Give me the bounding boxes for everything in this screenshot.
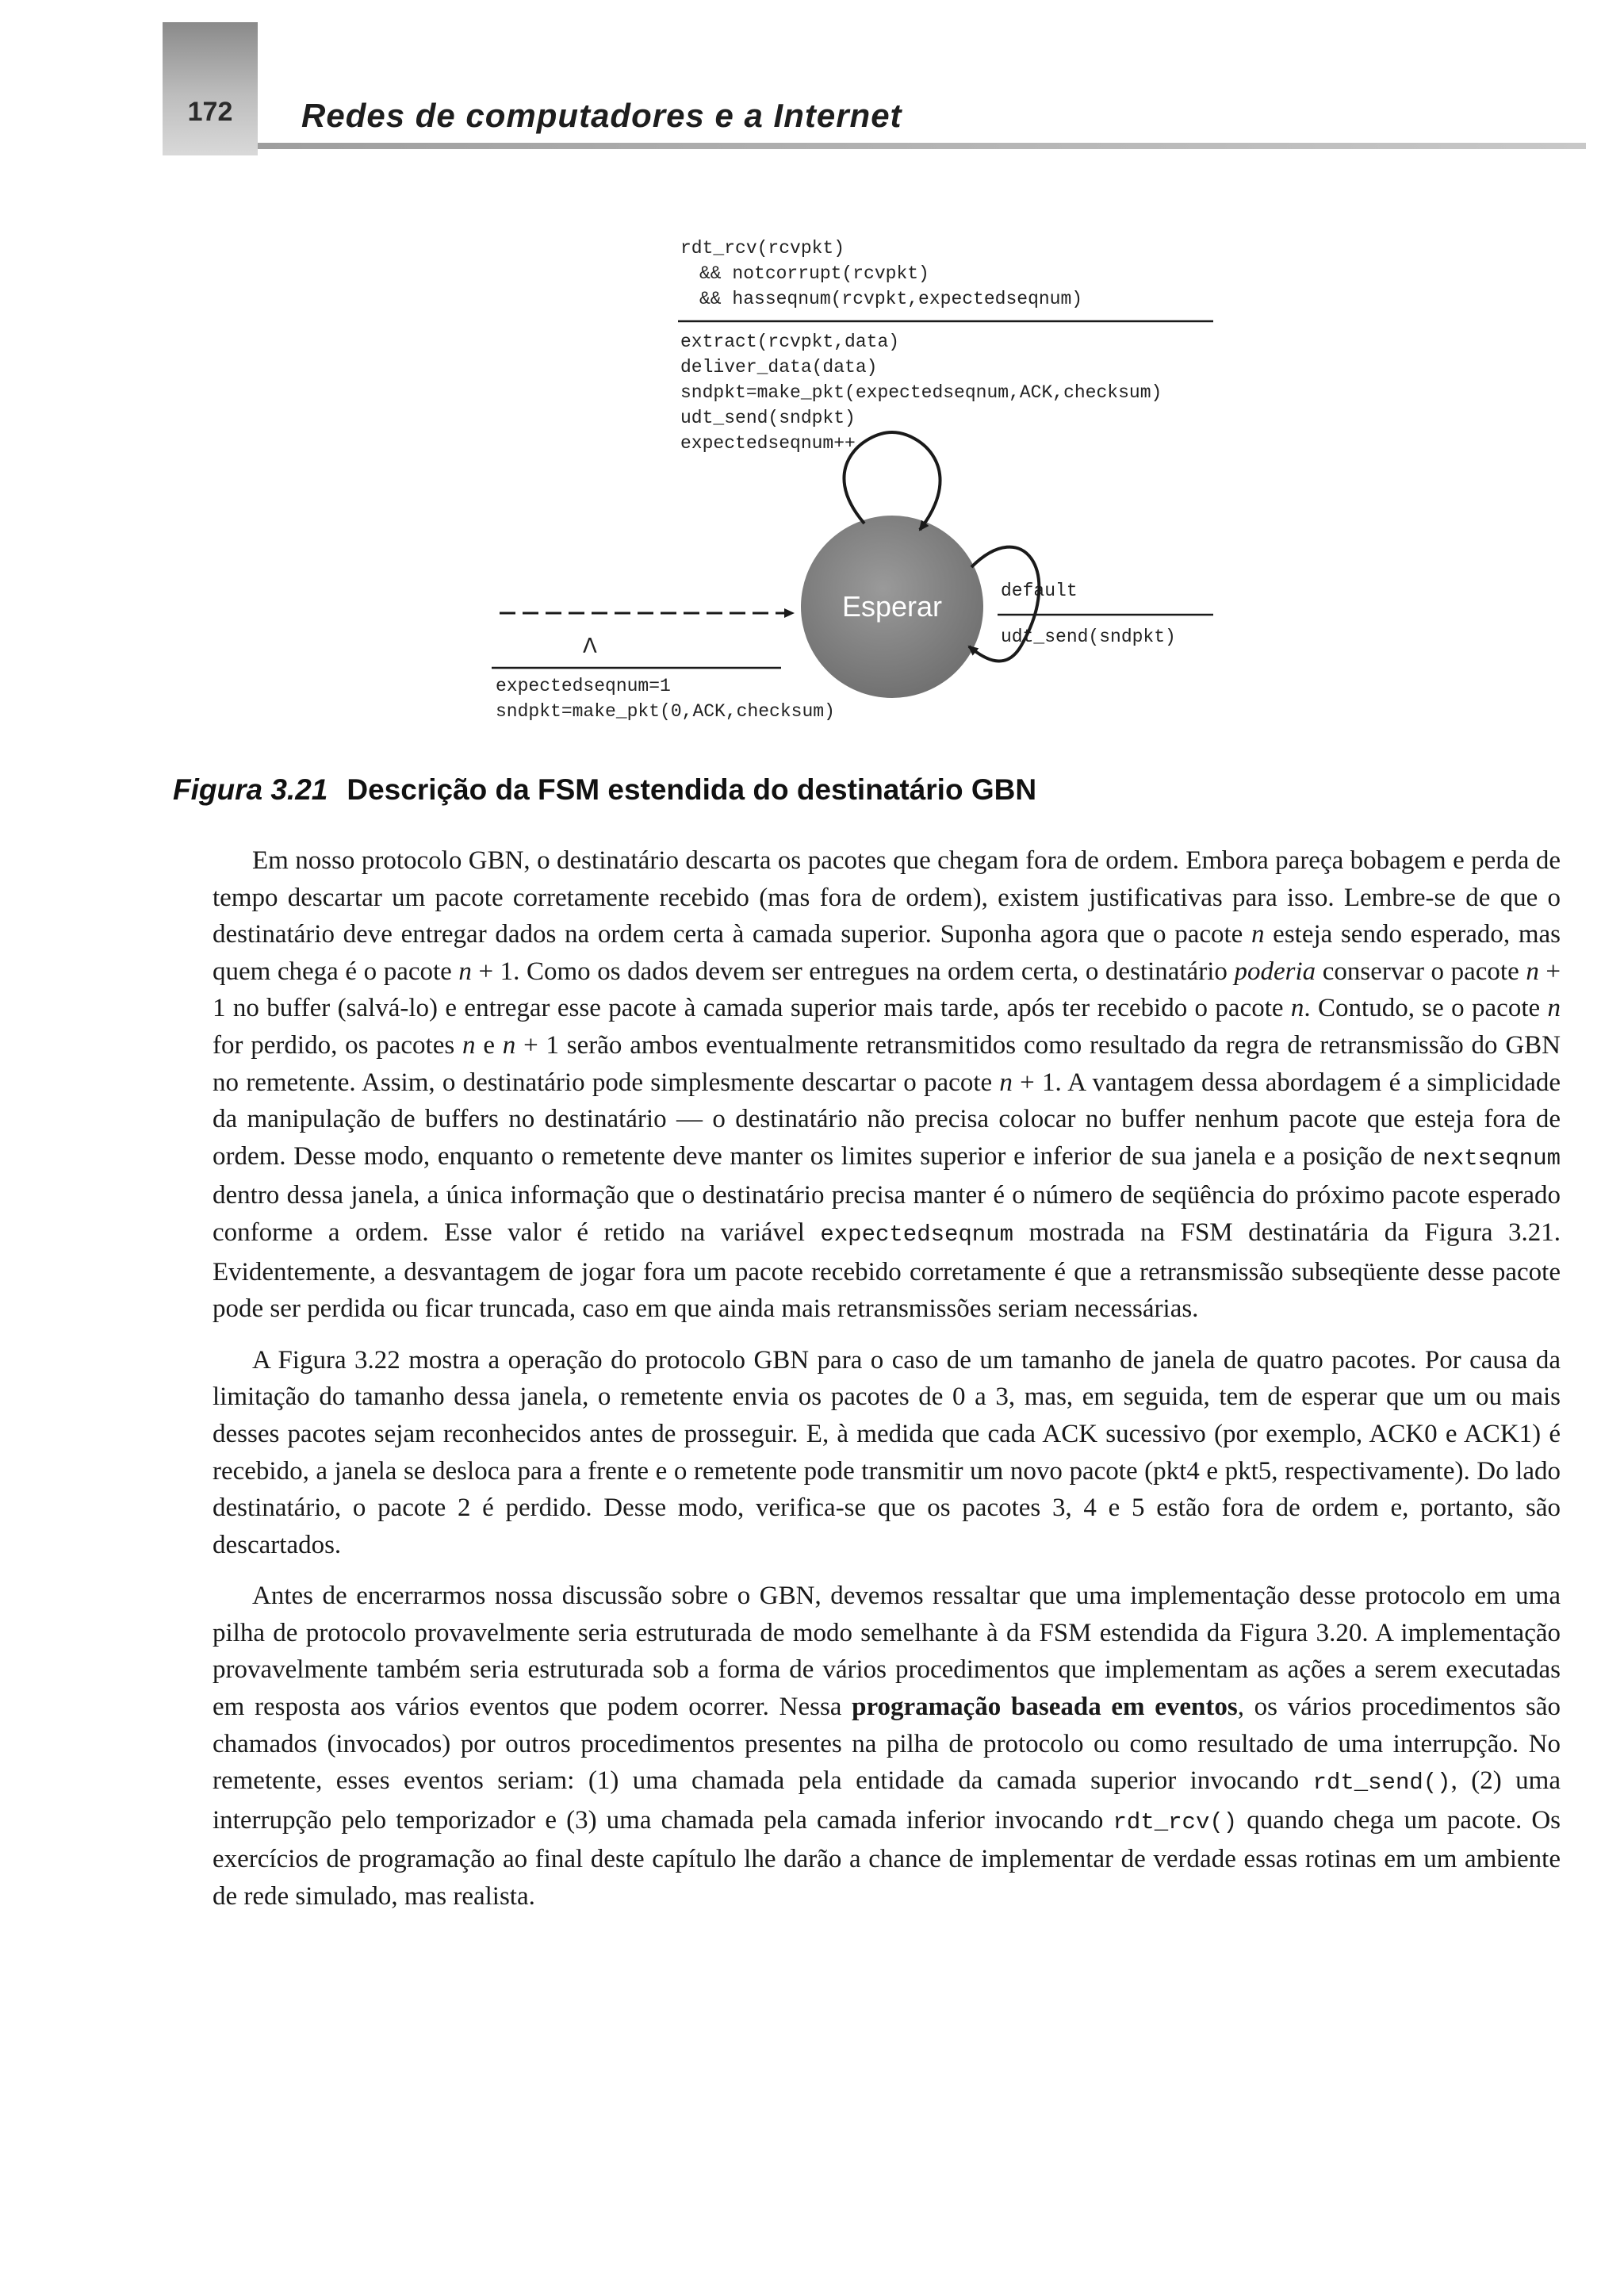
receive-action-line-2: deliver_data(data) (680, 357, 878, 378)
paragraph-3: Antes de encerrarmos nossa discussão sobre o GBN, devemos ressaltar que uma implementação desse protocolo em uma pilha de protocolo provavelmente seria estruturada de modo semelhante à da FSM estendida da Figura 3.20. A implementação provavelmente também seria estruturada sob a forma de vários procedimentos que implementam as ações a serem executadas em resposta aos vários eventos que podem ocorrer. Nessa programação baseada em eventos, os vários procedimentos são chamados (invocados) por outros procedimentos presentes na pilha de protocolo ou como resultado de uma interrupção. No remetente, esses eventos seriam: (1) uma chamada pela entidade da camada superior invocando rdt_send(), (2) uma interrupção pelo temporizador e (3) uma chamada pela camada inferior invocando rdt_rcv() quando chega um pacote. Os exercícios de programação ao final deste capítulo lhe darão a chance de implementar de verdade essas rotinas em um ambiente de rede simulado, mas realista. (213, 1582, 1561, 1911)
figure-caption (173, 773, 1036, 807)
receive-action-line-4: udt_send(sndpkt) (680, 408, 856, 428)
body-text (213, 842, 1561, 1930)
default-event: default (1001, 581, 1078, 601)
page-number: 172 (187, 97, 233, 127)
receive-action-line-3: sndpkt=make_pkt(expectedseqnum,ACK,checksum) (680, 382, 1162, 403)
book-title: Redes de computadores e a Internet (301, 97, 902, 134)
caption-label: Figura 3.21 (173, 773, 328, 806)
default-action: udt_send(sndpkt) (1001, 627, 1176, 647)
receive-event-line-3: && hasseqnum(rcvpkt,expectedseqnum) (699, 289, 1083, 309)
receive-event-line-1: rdt_rcv(rcvpkt) (680, 238, 845, 259)
receive-action-line-5: expectedseqnum++ (680, 433, 856, 454)
fsm-diagram (0, 0, 1624, 761)
init-event: Λ (583, 635, 597, 658)
paragraph-1: Em nosso protocolo GBN, o destinatário descarta os pacotes que chegam fora de ordem. Embora pareça bobagem e perda de tempo descartar um pacote corretamente recebido (mas fora de ordem), existem justificativas para isso. Lembre-se de que o destinatário deve entregar dados na ordem certa à camada superior. Suponha agora que o pacote n esteja sendo esperado, mas quem chega é o pacote n + 1. Como os dados devem ser entregues na ordem certa, o destinatário poderia conservar o pacote n + 1 no buffer (salvá-lo) e entregar esse pacote à camada superior mais tarde, após ter recebido o pacote n. Contudo, se o pacote n for perdido, os pacotes n e n + 1 serão ambos eventualmente retransmitidos como resultado da regra de retransmissão do GBN no remetente. Assim, o destinatário pode simplesmente descartar o pacote n + 1. A vantagem dessa abordagem é a simplicidade da manipulação de buffers no destinatário — o destinatário não precisa colocar no buffer nenhum pacote que esteja fora de ordem. Desse modo, enquanto o remetente deve manter os limites superior e inferior de sua janela e a posição de nextseqnum dentro dessa janela, a única informação que o destinatário precisa manter é o número de seqüência do próximo pacote esperado conforme a ordem. Esse valor é retido na variável expectedseqnum mostrada na FSM destinatária da Figura 3.21. Evidentemente, a desvantagem de jogar fora um pacote recebido corretamente é que a retransmissão subseqüente desse pacote pode ser perdida ou ficar truncada, caso em que ainda mais retransmissões seriam necessárias. (213, 846, 1561, 1324)
paragraph-2: A Figura 3.22 mostra a operação do protocolo GBN para o caso de um tamanho de janela de quatro pacotes. Por causa da limitação do tamanho dessa janela, o remetente envia os pacotes de 0 a 3, mas, em seguida, tem de esperar que um ou mais desses pacotes sejam reconhecidos antes de prosseguir. E, à medida que cada ACK sucessivo (por exemplo, ACK0 e ACK1) é recebido, a janela se desloca para a frente e o remetente pode transmitir um novo pacote (pkt4 e pkt5, respectivamente). Do lado destinatário, o pacote 2 é perdido. Desse modo, verifica-se que os pacotes 3, 4 e 5 estão fora de ordem e, portanto, são descartados. (213, 1345, 1561, 1559)
fsm-figure (0, 0, 1624, 761)
receive-event-line-2: && notcorrupt(rcvpkt) (699, 263, 929, 284)
init-action-line-2: sndpkt=make_pkt(0,ACK,checksum) (496, 701, 835, 722)
receive-action-line-1: extract(rcvpkt,data) (680, 332, 900, 352)
init-action-line-1: expectedseqnum=1 (496, 676, 671, 696)
state-label: Esperar (841, 590, 943, 623)
caption-text: Descrição da FSM estendida do destinatário GBN (347, 773, 1037, 806)
self-loop-top (844, 432, 940, 530)
